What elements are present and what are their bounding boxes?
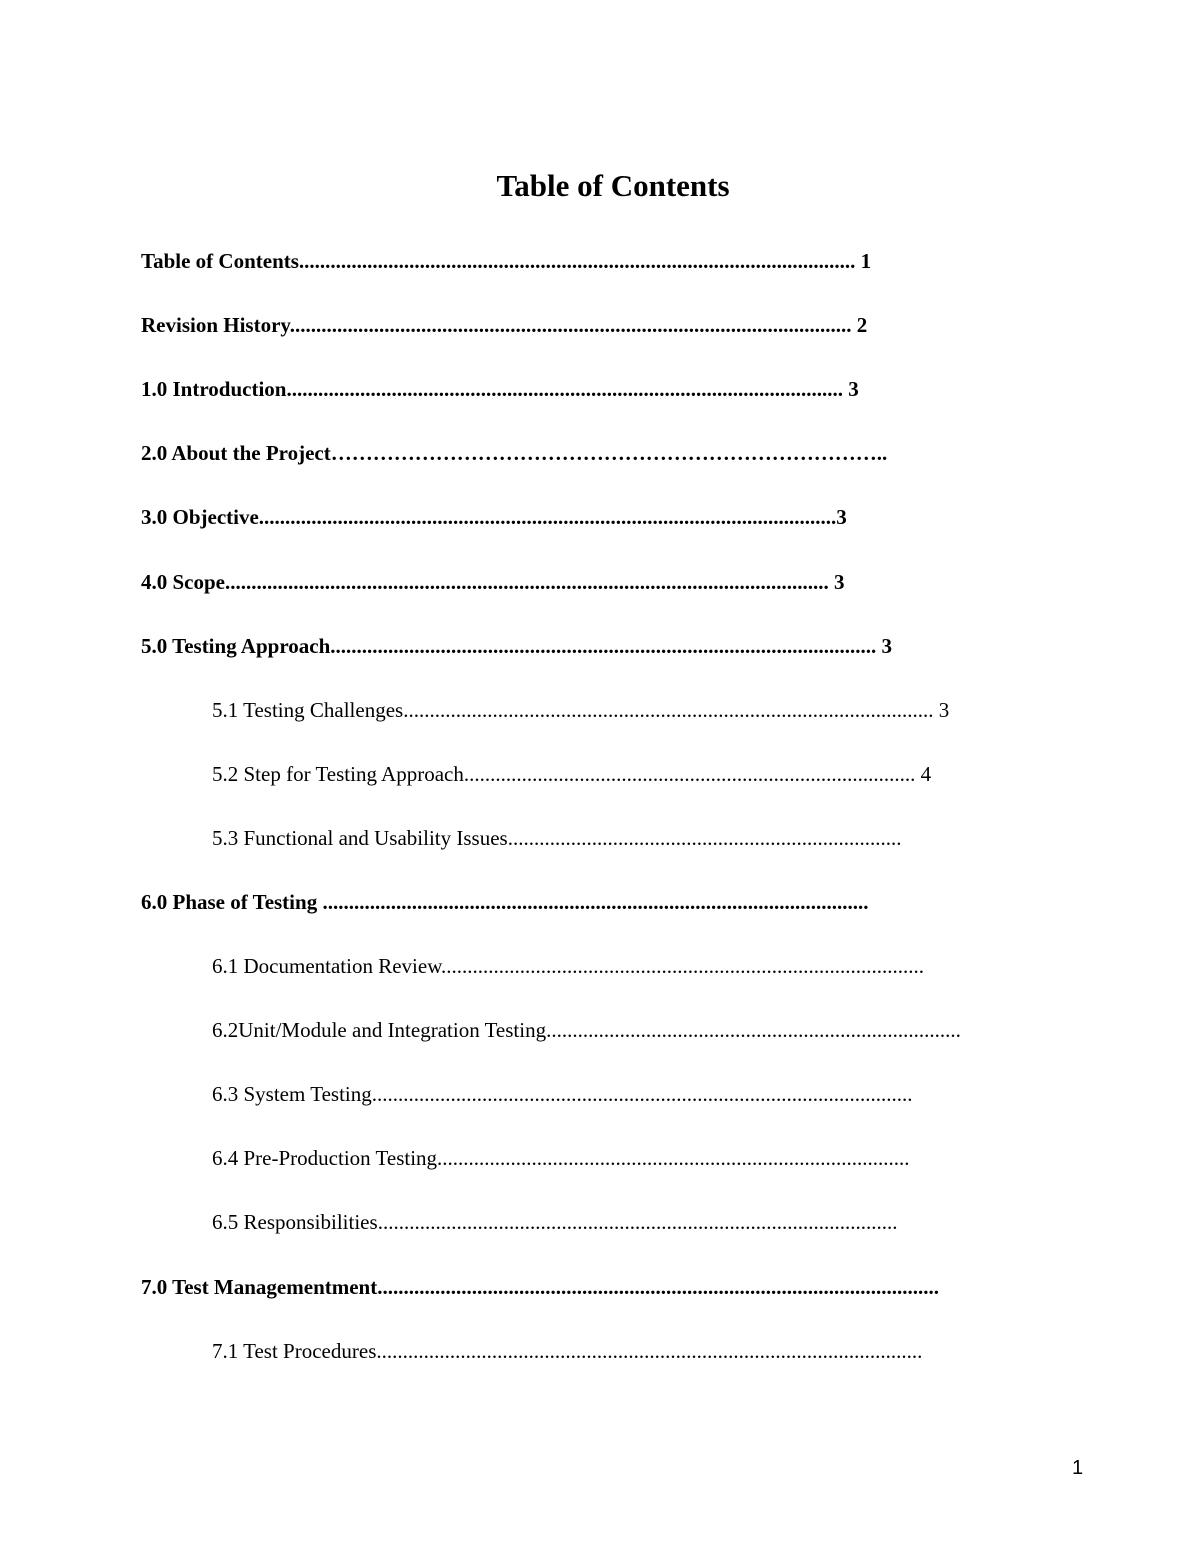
toc-entry-label: Revision History: [141, 313, 290, 337]
toc-entry-leader: ..........................................................................................................: [298, 249, 856, 273]
toc-entry-revision-history[interactable]: [141, 311, 867, 341]
toc-entry-leader: ........................................................................................................: [330, 634, 877, 658]
toc-entry-leader: ......................................................................................: [463, 762, 916, 786]
toc-entry-page: 3: [842, 377, 859, 401]
toc-entry-label: 6.0 Phase of Testing: [141, 890, 323, 914]
toc-entry-leader: ...................................................................................................................: [225, 570, 829, 594]
toc-entry-test-procedures[interactable]: [212, 1337, 922, 1367]
toc-entry-page: 3: [933, 698, 950, 722]
toc-entry-label: 6.1 Documentation Review: [212, 954, 442, 978]
toc-entry-leader: ..........................................................................................................: [286, 377, 843, 401]
toc-entry-leader: ........................................................................................................: [322, 890, 869, 914]
page-number: 1: [1072, 1457, 1084, 1479]
toc-entry-label: 6.3 System Testing: [212, 1082, 372, 1106]
toc-entry-leader: ..........................................................................................: [437, 1146, 910, 1170]
toc-entry-label: Table of Contents: [141, 249, 299, 273]
toc-entry-introduction[interactable]: [141, 375, 859, 405]
toc-entry-page: 3: [876, 634, 893, 658]
toc-entry-leader: ...............................................................................: [546, 1018, 961, 1042]
page-title: Table of Contents: [496, 168, 730, 203]
toc-entry-leader: ..............................................................................................................: [258, 505, 837, 529]
toc-entry-label: 2.0 About the Project: [141, 441, 331, 465]
toc-entry-objective[interactable]: [141, 503, 847, 533]
toc-entry-leader: .....................................................................................................: [403, 698, 934, 722]
toc-entry-leader: ……………………………………………………………………..: [330, 441, 888, 465]
toc-entry-leader: .......................................................................................................: [371, 1082, 913, 1106]
toc-entry-testing-challenges[interactable]: [212, 696, 949, 726]
toc-entry-leader: ...........................................................................................................: [377, 1275, 939, 1299]
toc-entry-label: 7.1 Test Procedures: [212, 1339, 377, 1363]
toc-entry-page: 2: [851, 313, 868, 337]
toc-entry-label: 6.4 Pre-Production Testing: [212, 1146, 438, 1170]
toc-entry-phase-of-testing[interactable]: [141, 888, 868, 918]
toc-entry-documentation-review[interactable]: [212, 952, 924, 982]
toc-entry-leader: ...................................................................................................: [377, 1210, 898, 1234]
toc-entry-leader: ........................................................................................................: [376, 1339, 923, 1363]
toc-entry-leader: ............................................................................................: [441, 954, 925, 978]
toc-entry-system-testing[interactable]: [212, 1080, 913, 1110]
toc-entry-test-management[interactable]: [141, 1273, 939, 1303]
toc-entry-label: 5.0 Testing Approach: [141, 634, 331, 658]
toc-entry-pre-production-testing[interactable]: [212, 1144, 910, 1174]
toc-entry-unit-module-integration-testing[interactable]: [212, 1016, 961, 1046]
toc-entry-label: 6.5 Responsibilities: [212, 1210, 378, 1234]
toc-entry-label: 7.0 Test Managementment: [141, 1275, 378, 1299]
toc-entry-about-the-project[interactable]: [141, 439, 887, 469]
toc-entry-label: 3.0 Objective: [141, 505, 259, 529]
toc-entry-testing-approach[interactable]: [141, 632, 892, 662]
toc-entry-step-for-testing-approach[interactable]: [212, 760, 931, 790]
toc-entry-label: 5.2 Step for Testing Approach: [212, 762, 464, 786]
toc-entry-leader: ...........................................................................................................: [289, 313, 852, 337]
toc-entry-page: 3: [828, 570, 845, 594]
toc-entry-page: 1: [855, 249, 872, 273]
toc-entry-page: 4: [915, 762, 932, 786]
toc-entry-label: 4.0 Scope: [141, 570, 225, 594]
toc-entry-label: 1.0 Introduction: [141, 377, 287, 401]
toc-entry-responsibilities[interactable]: [212, 1208, 897, 1238]
toc-entry-page: 3: [836, 505, 847, 529]
toc-entry-functional-usability-issues[interactable]: [212, 824, 901, 854]
toc-entry-label: 5.1 Testing Challenges: [212, 698, 404, 722]
toc-entry-leader: ...........................................................................: [507, 826, 902, 850]
toc-entry-scope[interactable]: [141, 568, 845, 598]
toc-entry-label: 6.2Unit/Module and Integration Testing: [212, 1018, 547, 1042]
toc-entry-table-of-contents[interactable]: [141, 247, 871, 277]
toc-entry-label: 5.3 Functional and Usability Issues: [212, 826, 508, 850]
